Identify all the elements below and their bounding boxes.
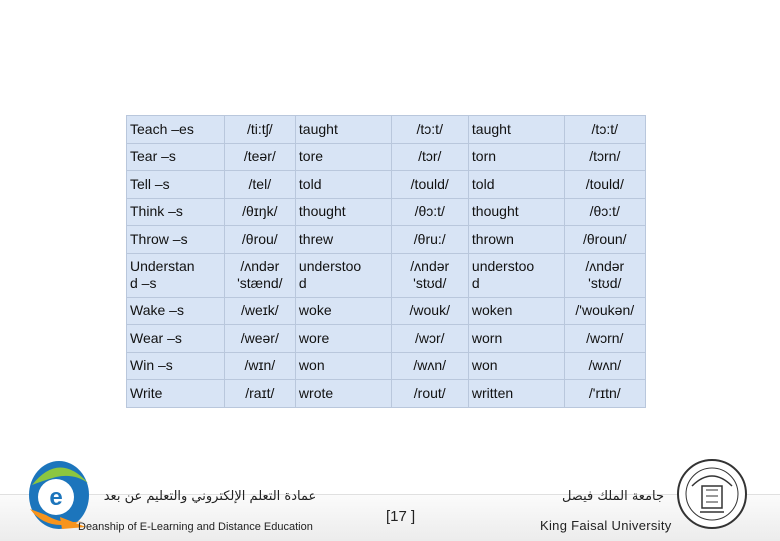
base-ipa-cell: /ti:tʃ/ <box>224 116 295 144</box>
deanship-arabic-name: عمادة التعلم الإلكتروني والتعليم عن بعد <box>103 489 317 504</box>
past-form-cell: threw <box>295 226 391 254</box>
deanship-english-name: Deanship of E-Learning and Distance Education <box>78 521 313 533</box>
participle-cell: told <box>468 171 564 199</box>
past-form-cell: told <box>295 171 391 199</box>
past-form-cell: taught <box>295 116 391 144</box>
past-ipa-cell: /wʌn/ <box>391 352 468 380</box>
irregular-verbs-table <box>126 115 646 408</box>
base-ipa-cell: /θɪŋk/ <box>224 198 295 226</box>
table-row <box>127 352 646 380</box>
university-arabic-name: جامعة الملك فيصل <box>561 489 665 504</box>
table-row <box>127 198 646 226</box>
participle-ipa-cell: /ʌndər 'stʊd/ <box>564 253 645 297</box>
verb-table-body <box>127 116 646 408</box>
base-form-cell: Think –s <box>127 198 225 226</box>
base-form-cell: Wear –s <box>127 325 225 353</box>
base-form-cell: Tear –s <box>127 143 225 171</box>
table-row <box>127 116 646 144</box>
table-row <box>127 380 646 408</box>
participle-cell: taught <box>468 116 564 144</box>
participle-ipa-cell: /wʌn/ <box>564 352 645 380</box>
participle-cell: written <box>468 380 564 408</box>
base-form-cell: Throw –s <box>127 226 225 254</box>
svg-text:e: e <box>49 484 63 511</box>
participle-ipa-cell: /tɔ:t/ <box>564 116 645 144</box>
base-ipa-cell: /weər/ <box>224 325 295 353</box>
base-ipa-cell: /θrou/ <box>224 226 295 254</box>
base-form-cell: Wake –s <box>127 297 225 325</box>
table-row <box>127 297 646 325</box>
page-number: [17 ] <box>386 508 416 525</box>
participle-cell: worn <box>468 325 564 353</box>
past-ipa-cell: /θɔ:t/ <box>391 198 468 226</box>
past-form-cell: woke <box>295 297 391 325</box>
table-row <box>127 325 646 353</box>
base-form-cell: Write <box>127 380 225 408</box>
base-form-cell: Win –s <box>127 352 225 380</box>
table-row <box>127 171 646 199</box>
table-row <box>127 143 646 171</box>
past-form-cell: wore <box>295 325 391 353</box>
past-form-cell: wrote <box>295 380 391 408</box>
base-form-cell: Tell –s <box>127 171 225 199</box>
participle-cell: won <box>468 352 564 380</box>
participle-cell: thrown <box>468 226 564 254</box>
participle-ipa-cell: /θɔ:t/ <box>564 198 645 226</box>
participle-cell: woken <box>468 297 564 325</box>
past-ipa-cell: /tɔr/ <box>391 143 468 171</box>
table-row <box>127 253 646 297</box>
university-english-name: King Faisal University <box>540 518 672 533</box>
past-ipa-cell: /wɔr/ <box>391 325 468 353</box>
university-seal-icon <box>676 456 748 532</box>
base-ipa-cell: /tel/ <box>224 171 295 199</box>
past-ipa-cell: /θru:/ <box>391 226 468 254</box>
base-form-cell: Teach –es <box>127 116 225 144</box>
base-form-cell: Understan d –s <box>127 253 225 297</box>
participle-ipa-cell: /wɔrn/ <box>564 325 645 353</box>
past-form-cell: won <box>295 352 391 380</box>
past-ipa-cell: /tɔ:t/ <box>391 116 468 144</box>
participle-cell: thought <box>468 198 564 226</box>
participle-ipa-cell: /'rɪtn/ <box>564 380 645 408</box>
participle-cell: torn <box>468 143 564 171</box>
past-ipa-cell: /ʌndər 'stʊd/ <box>391 253 468 297</box>
participle-cell: understoo d <box>468 253 564 297</box>
past-form-cell: tore <box>295 143 391 171</box>
past-ipa-cell: /wouk/ <box>391 297 468 325</box>
base-ipa-cell: /wɪn/ <box>224 352 295 380</box>
past-form-cell: thought <box>295 198 391 226</box>
past-ipa-cell: /tould/ <box>391 171 468 199</box>
past-ipa-cell: /rout/ <box>391 380 468 408</box>
past-form-cell: understoo d <box>295 253 391 297</box>
base-ipa-cell: /ʌndər 'stænd/ <box>224 253 295 297</box>
base-ipa-cell: /weɪk/ <box>224 297 295 325</box>
base-ipa-cell: /teər/ <box>224 143 295 171</box>
base-ipa-cell: /raɪt/ <box>224 380 295 408</box>
participle-ipa-cell: /'woukən/ <box>564 297 645 325</box>
participle-ipa-cell: /tould/ <box>564 171 645 199</box>
table-row <box>127 226 646 254</box>
participle-ipa-cell: /θroun/ <box>564 226 645 254</box>
participle-ipa-cell: /tɔrn/ <box>564 143 645 171</box>
